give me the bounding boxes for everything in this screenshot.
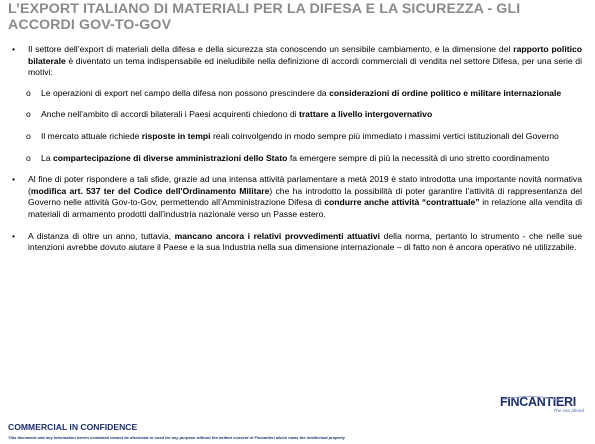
sub-bullet-item: o Il mercato attuale richiede risposte in tempi reali coinvolgendo in modo sempre più immediato i massimi vertici istituzionali del Governo (26, 130, 559, 141)
circle-bullet-icon: o (26, 152, 31, 163)
sub-bullet-list (12, 88, 582, 164)
bullet-icon: • (12, 44, 16, 54)
logo-wordmark: FINCANTIERI (500, 395, 576, 409)
sub-bullet-item: o Le operazioni di export nel campo della difesa non possono prescindere da considerazioni di ordine politico e militare internazionale (26, 87, 562, 98)
footer-disclaimer: This document and any information herein contained cannot be disclosed or used for any purpose without the written consent of Fincantieri which owns the intellectual property (8, 435, 345, 440)
bullet-normativa: • Al fine di poter rispondere a tali sfide, grazie ad una intensa attività parlamentare a metà 2019 è stato introdotta una importante novità normativa (modifica art. 537 ter del Codice dell'Ordinamento Militare) che ha introdotto la possibilità di poter garantire l’attività di rappresentanza del Governo nelle attività Gov-to-Gov, permettendo all’Amministrazione Difesa di condurre anche attività “contrattuale” in relazione alla vendita di materiali di armamento prodotti dall'industria nazionale verso un Passe estero. (12, 174, 582, 219)
fincantieri-logo (500, 395, 586, 417)
slide-content (12, 44, 582, 254)
sub-bullet-item: o Anche nell’ambito di accordi bilaterali i Paesi acquirenti chiedono di trattare a livello intergovernativo (26, 109, 433, 120)
logo-tagline: The sea ahead (553, 408, 584, 413)
circle-bullet-icon: o (26, 109, 31, 120)
bullet-icon: • (12, 230, 16, 241)
bullet-intro: • Il settore dell’export di materiali della difesa e della sicurezza sta conoscendo un sensibile cambiamento, e la dimensione del rapporto politico bilaterale è diventato un tema indispensabile ed ineludibile nella definizione di accordi commerciali di vendita nel settore Difesa, per una serie di motivi: (12, 44, 582, 78)
bullet-provvedimenti: • A distanza di oltre un anno, tuttavia, mancano ancora i relativi provvedimenti attuativi della norma, pertanto lo strumento - che nelle sue intenzioni avrebbe dovuto aiutare il Paese e la sua Industria nella sua dimensione internazionale – di fatto non è ancora operativo né utilizzabile. (12, 230, 582, 253)
bullet-icon: • (12, 174, 16, 185)
circle-bullet-icon: o (26, 130, 31, 141)
footer-confidentiality: COMMERCIAL IN CONFIDENCE (8, 422, 138, 432)
sub-bullet-item: o La compartecipazione di diverse amministrazioni dello Stato fa emergere sempre di più la necessità di uno stretto coordinamento (26, 152, 550, 163)
slide-title: L’EXPORT ITALIANO DI MATERIALI PER LA DIFESA E LA SICUREZZA - GLI ACCORDI GOV-TO-GOV (8, 1, 521, 33)
logo-arc-icon (500, 395, 560, 401)
circle-bullet-icon: o (26, 87, 31, 98)
